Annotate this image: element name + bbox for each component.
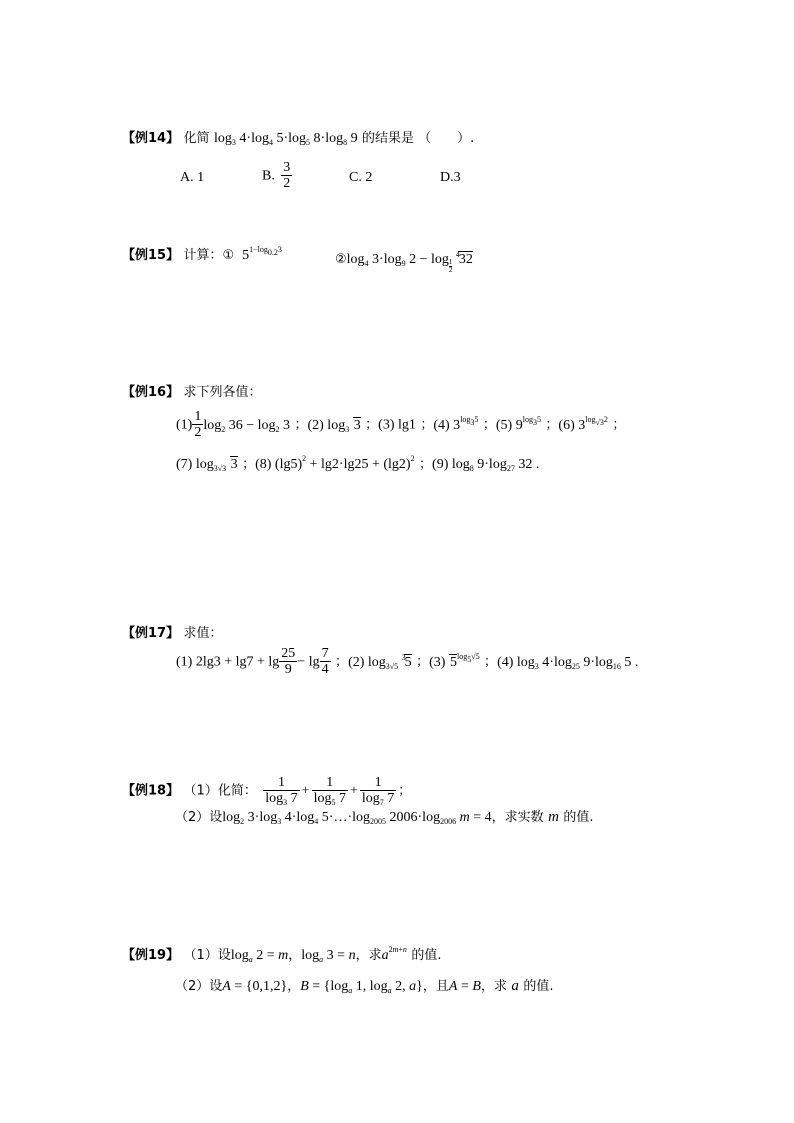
example-19-label: 【例19】	[122, 948, 180, 963]
example-14-intro: 化简	[183, 131, 210, 146]
example-14-option-d: D.3	[440, 170, 461, 185]
example-16-label: 【例16】	[122, 385, 180, 400]
example-19-set-b: $B = \{\log_a$ 1, $\log_a 2$, a}	[300, 979, 423, 995]
example-19-line-1: 【例19】 （1）设$\log_a 2 = m$，$\log_a 3 = n$，求$a^{2m+n}$ 的值.	[122, 945, 442, 964]
example-16-intro: 求下列各值：	[183, 385, 262, 400]
example-14-expression: $\log_3 4\cdot\log_4$ $5\cdot\log_5$ $8\cdot\log_8$ 9	[214, 131, 358, 147]
example-18-label: 【例18】	[122, 783, 180, 799]
example-15-part2: $\log_4 3\cdot\log_9$ 2 − log $_{\frac{1}{2}}$ $^4$32	[346, 250, 473, 274]
option-b-fraction: $\frac{3}{2}$	[283, 160, 291, 191]
example-19-set-a: A = {0,1,2}	[222, 979, 288, 994]
example-14-option-b: B. $\frac{3}{2}$	[262, 160, 291, 191]
example-14-line	[122, 129, 474, 148]
example-15-intro: 计算：①	[183, 248, 235, 263]
example-15-line	[122, 246, 282, 265]
example-18-expression: $\log_2 3\cdot\log_3$ $4\cdot\log_4$ $5\cdot\dots\cdot\log_{2005}$ $2006\cdot\log_{2006}$ m = 4	[222, 810, 492, 826]
example-14-option-a: A. 1	[180, 170, 205, 185]
example-14-tail: 的结果是 （ ）.	[362, 131, 475, 146]
example-19-line-2: （2）设A = {0,1,2}，$B = \{\log_a$ 1, $\log_a 2$, a}，且A = B，求 a 的值.	[175, 978, 554, 995]
example-14-option-c: C. 2	[349, 170, 373, 185]
example-19-power: $a^{2m+n}$	[381, 945, 407, 963]
example-15-part2-line: $②\log_4$ $3\cdot\log_9$ 2 − log $_{\frac{1}{2}}$ $^4$32	[335, 250, 473, 274]
example-16-row-1: (1) $\frac{1}{2}$ $\log_2 36 - \log_2 3$ ；(2) $\log_3 3$ ；(3) lg1 ；(4) $3^{log_35}$ ；(5) $9^{log_35}$ ；(6) $3^{log_{√3}2}$ ；	[176, 409, 626, 440]
example-15-label: 【例15】	[122, 248, 180, 263]
example-19-condition: A = B	[448, 979, 481, 994]
example-17-row-1: (1) 2lg3 + lg7 + lg $\frac{25}{9}$ − lg $\frac{7}{4}$ ；(2) $\log_{3√5} ^35$ ；(3) $5^{log_5√5}$ ；(4) $\log_3 4\cdot\log_{25}$ $9\cdot\log_{16}$ 5 .	[176, 646, 639, 677]
example-16-row-2: (7) $\log_{3√3} 3$ ；(8) $(\lg 5)^2 + \lg 2\cdot\lg 25 + (\lg 2)^2$ ；(9) $\log_8 9\cdot\log_{27}$ 32 .	[176, 454, 540, 473]
example-18-line-1: 【例18】 （1）化简： $\frac{1}{\log_3 7}$ + $\frac{1}{\log_5 7}$ + $\frac{1}{\log_7 7}$ ；	[122, 775, 412, 807]
example-18-line-2: （2）设$\log_2 3\cdot\log_3$ $4\cdot\log_4$ $5\cdot\dots\cdot\log_{2005}$ $2006\cdot\log_{2006}$ m = 4，求实数 m 的值.	[175, 809, 594, 826]
example-17-label: 【例17】	[122, 626, 180, 641]
example-14-label: 【例14】	[122, 131, 180, 146]
example-15-part1: $5^{1-log_{0.2}3}$	[238, 245, 282, 263]
example-19-expression-1: $\log_a 2 = m$	[230, 948, 289, 964]
example-17-intro: 求值：	[183, 626, 223, 641]
example-16-line	[122, 383, 262, 402]
example-17-line	[122, 624, 223, 643]
